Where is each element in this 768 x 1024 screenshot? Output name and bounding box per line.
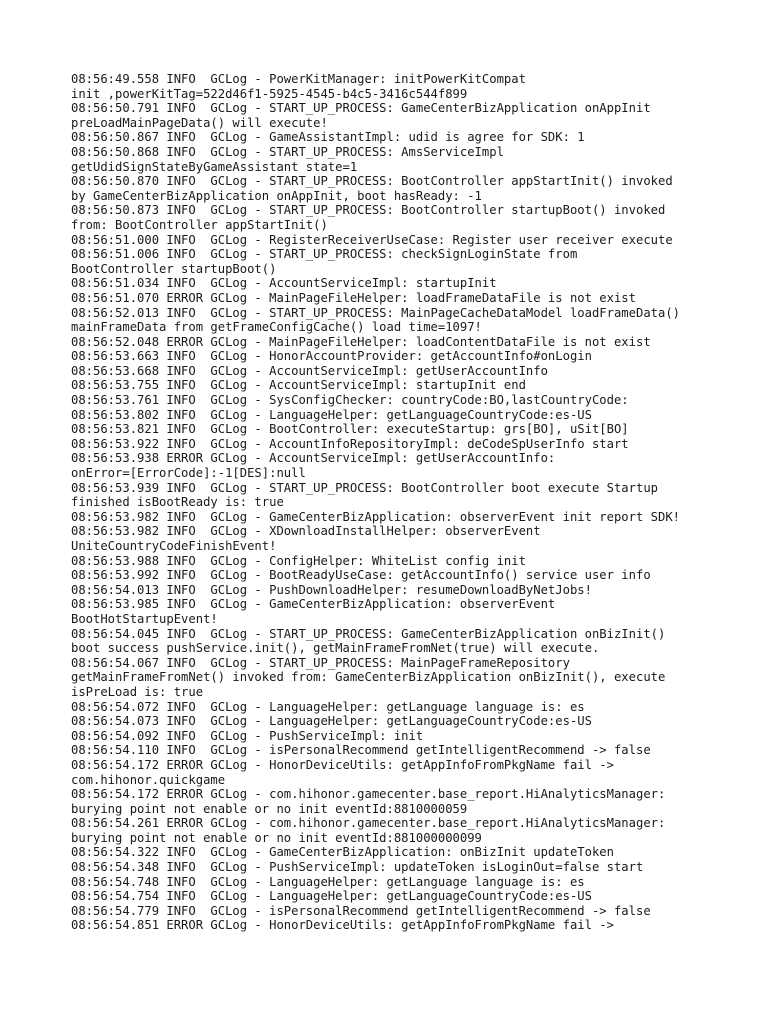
log-line: from: BootController appStartInit() [71,217,328,232]
log-line: 08:56:54.067 INFO GCLog - START_UP_PROCESS: MainPageFrameRepository [71,655,570,670]
log-line: 08:56:54.092 INFO GCLog - PushServiceImpl: init [71,728,424,743]
log-line: BootHotStartupEvent! [71,611,218,626]
log-line: 08:56:54.754 INFO GCLog - LanguageHelper: getLanguageCountryCode:es-US [71,889,592,904]
log-line: by GameCenterBizApplication onAppInit, boot hasReady: -1 [71,188,482,203]
log-line: 08:56:53.668 INFO GCLog - AccountServiceImpl: getUserAccountInfo [71,363,548,378]
log-line: 08:56:53.985 INFO GCLog - GameCenterBizApplication: observerEvent [71,597,556,612]
log-line: UniteCountryCodeFinishEvent! [71,539,277,553]
log-line: isPreLoad is: true [71,684,204,699]
log-line: 08:56:54.172 ERROR GCLog - HonorDeviceUtils: getAppInfoFromPkgName fail -> [71,757,614,772]
log-line: 08:56:53.663 INFO GCLog - HonorAccountProvider: getAccountInfo#onLogin [71,349,592,364]
log-line: getMainFrameFromNet() invoked from: GameCenterBizApplication onBizInit(), execute [71,670,666,685]
log-line: 08:56:53.922 INFO GCLog - AccountInfoRepositoryImpl: deCodeSpUserInfo start [71,436,629,451]
log-line: onError=[ErrorCode]:-1[DES]:null [71,466,306,481]
log-line: 08:56:53.938 ERROR GCLog - AccountServiceImpl: getUserAccountInfo: [71,451,556,466]
log-line: boot success pushService.init(), getMainFrameFromNet(true) will execute. [71,641,600,656]
log-line: 08:56:54.073 INFO GCLog - LanguageHelper: getLanguageCountryCode:es-US [71,714,592,729]
log-line: 08:56:49.558 INFO GCLog - PowerKitManager: initPowerKitCompat [71,72,526,86]
log-line: 08:56:53.939 INFO GCLog - START_UP_PROCESS: BootController boot execute Startup [71,480,658,495]
log-line: 08:56:50.873 INFO GCLog - START_UP_PROCESS: BootController startupBoot() invoked [71,203,666,218]
log-line: com.hihonor.quickgame [71,772,226,787]
log-line: mainFrameData from getFrameConfigCache() load time=1097! [71,320,482,335]
log-line: 08:56:53.755 INFO GCLog - AccountServiceImpl: startupInit end [71,378,526,393]
log-line: 08:56:54.851 ERROR GCLog - HonorDeviceUtils: getAppInfoFromPkgName fail -> [71,918,614,933]
log-line: 08:56:54.779 INFO GCLog - isPersonalRecommend getIntelligentRecommend -> false [71,903,651,918]
log-line: 08:56:52.013 INFO GCLog - START_UP_PROCESS: MainPageCacheDataModel loadFrameData() [71,305,681,320]
log-line: 08:56:53.988 INFO GCLog - ConfigHelper: WhiteList config init [71,553,526,568]
log-line: init ,powerKitTag=522d46f1-5925-4545-b4c5-3416c544f899 [71,86,468,101]
log-line: 08:56:53.802 INFO GCLog - LanguageHelper: getLanguageCountryCode:es-US [71,407,592,422]
log-line: 08:56:54.322 INFO GCLog - GameCenterBizApplication: onBizInit updateToken [71,845,614,860]
log-line: 08:56:52.048 ERROR GCLog - MainPageFileHelper: loadContentDataFile is not exist [71,334,651,349]
log-line: 08:56:53.761 INFO GCLog - SysConfigChecker: countryCode:BO,lastCountryCode: [71,393,629,408]
log-line: 08:56:54.348 INFO GCLog - PushServiceImpl: updateToken isLoginOut=false start [71,860,644,875]
log-line: 08:56:54.110 INFO GCLog - isPersonalRecommend getIntelligentRecommend -> false [71,743,651,758]
log-line: 08:56:54.261 ERROR GCLog - com.hihonor.gamecenter.base_report.HiAnalyticsManager: [71,816,666,831]
log-line: burying point not enable or no init eventId:8810000059 [71,801,468,816]
log-line: finished isBootReady is: true [71,495,284,510]
log-line: 08:56:53.982 INFO GCLog - XDownloadInstallHelper: observerEvent [71,524,541,539]
log-line: 08:56:54.013 INFO GCLog - PushDownloadHelper: resumeDownloadByNetJobs! [71,582,592,597]
log-line: 08:56:54.045 INFO GCLog - START_UP_PROCESS: GameCenterBizApplication onBizInit() [71,626,666,641]
log-line: 08:56:53.821 INFO GCLog - BootController: executeStartup: grs[BO], uSit[BO] [71,422,629,437]
log-line: 08:56:50.791 INFO GCLog - START_UP_PROCESS: GameCenterBizApplication onAppInit [71,101,651,116]
log-line: 08:56:54.748 INFO GCLog - LanguageHelper: getLanguage language is: es [71,874,585,889]
log-text-block [71,72,731,933]
log-line: burying point not enable or no init eventId:881000000099 [71,830,482,845]
log-line: 08:56:50.867 INFO GCLog - GameAssistantImpl: udid is agree for SDK: 1 [71,130,585,145]
log-line: getUdidSignStateByGameAssistant state=1 [71,159,358,174]
log-line: 08:56:54.072 INFO GCLog - LanguageHelper: getLanguage language is: es [71,699,585,714]
log-line: 08:56:54.172 ERROR GCLog - com.hihonor.gamecenter.base_report.HiAnalyticsManager: [71,787,666,802]
log-line: 08:56:53.992 INFO GCLog - BootReadyUseCase: getAccountInfo() service user info [71,568,651,583]
log-line: BootController startupBoot() [71,261,277,276]
log-line: 08:56:51.034 INFO GCLog - AccountServiceImpl: startupInit [71,276,497,291]
log-line: 08:56:50.868 INFO GCLog - START_UP_PROCESS: AmsServiceImpl [71,144,504,159]
log-line: 08:56:50.870 INFO GCLog - START_UP_PROCESS: BootController appStartInit() invoked [71,174,673,189]
log-line: 08:56:51.000 INFO GCLog - RegisterReceiverUseCase: Register user receiver execute [71,232,673,247]
log-line: 08:56:51.070 ERROR GCLog - MainPageFileHelper: loadFrameDataFile is not exist [71,290,636,305]
log-line: 08:56:53.982 INFO GCLog - GameCenterBizApplication: observerEvent init report SDK! [71,509,681,524]
log-line: preLoadMainPageData() will execute! [71,115,328,130]
log-line: 08:56:51.006 INFO GCLog - START_UP_PROCESS: checkSignLoginState from [71,247,578,262]
